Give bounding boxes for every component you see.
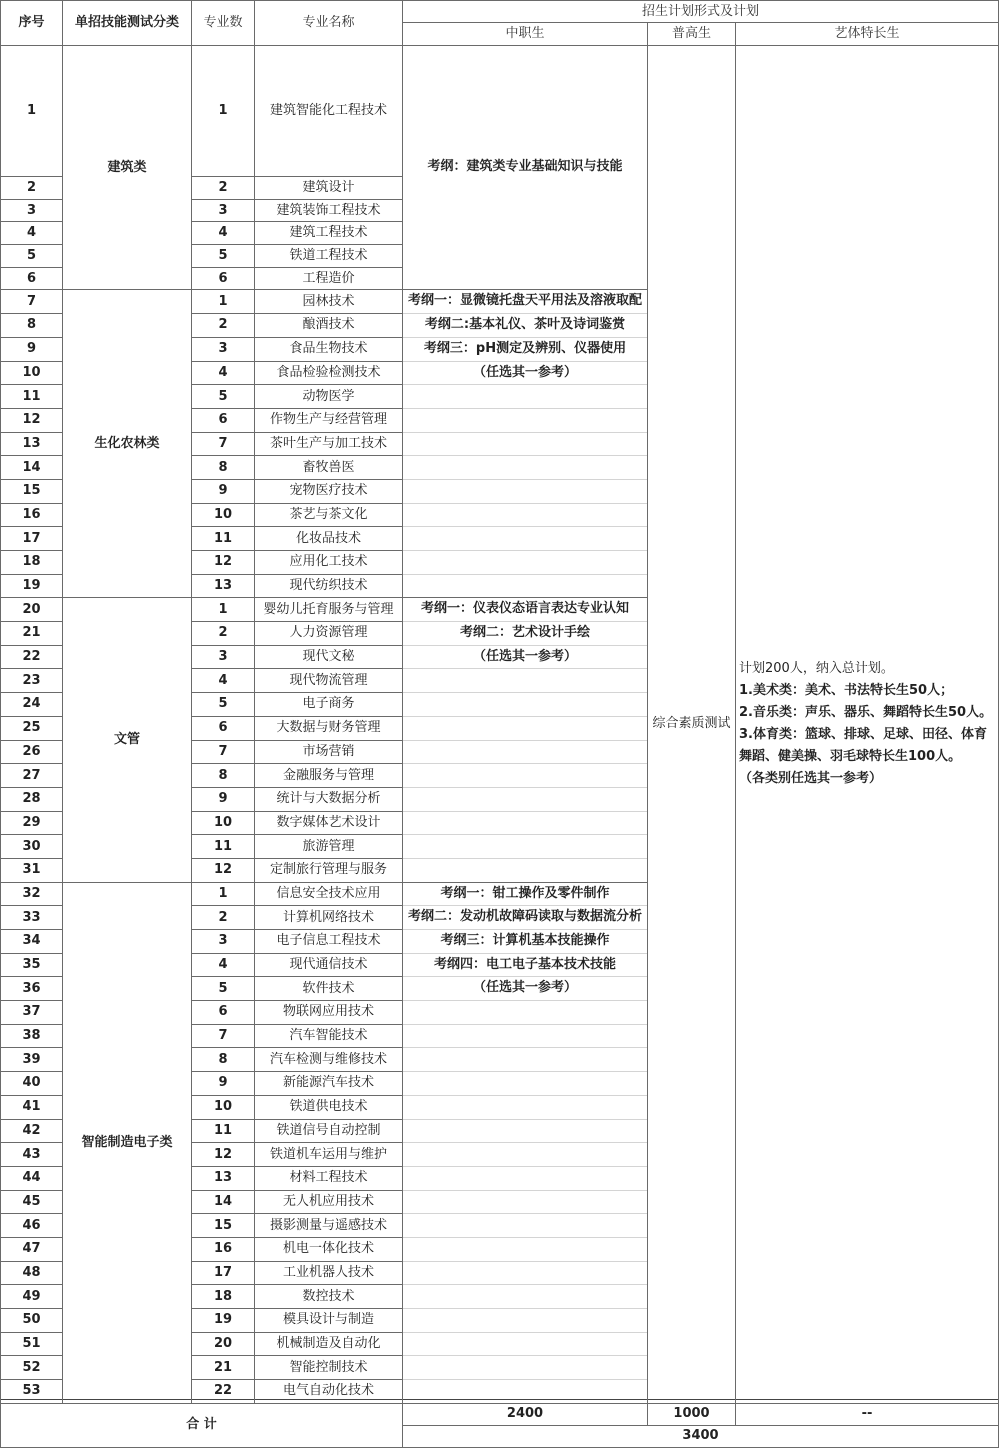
row-major-no: 4 bbox=[192, 669, 255, 693]
row-seq: 33 bbox=[1, 906, 63, 930]
row-major-no: 6 bbox=[192, 1001, 255, 1025]
row-major-name: 酿酒技术 bbox=[255, 314, 403, 338]
yiti-plan-line: 1.美术类：美术、书法特长生50人； bbox=[739, 683, 954, 699]
outline-blank bbox=[403, 480, 647, 504]
row-major-no: 9 bbox=[192, 479, 255, 503]
outline-blank bbox=[403, 1262, 647, 1286]
row-major-no: 1 bbox=[192, 598, 255, 622]
outline-blank bbox=[403, 575, 647, 598]
row-major-no: 1 bbox=[192, 290, 255, 314]
row-major-name: 工程造价 bbox=[255, 267, 403, 290]
exam-outline: 考纲三：pH测定及辨别、仪器使用 bbox=[403, 338, 647, 362]
exam-outline: 考纲二:基本礼仪、茶叶及诗词鉴赏 bbox=[403, 314, 647, 338]
grand-total: 3400 bbox=[403, 1425, 999, 1447]
row-major-name: 摄影测量与遥感技术 bbox=[255, 1214, 403, 1238]
row-major-name: 计算机网络技术 bbox=[255, 906, 403, 930]
row-major-name: 食品检验检测技术 bbox=[255, 361, 403, 385]
exam-outline: （任选其一参考） bbox=[403, 646, 647, 670]
row-major-no: 8 bbox=[192, 764, 255, 788]
row-major-name: 新能源汽车技术 bbox=[255, 1072, 403, 1096]
row-major-no: 6 bbox=[192, 408, 255, 432]
row-major-name: 数字媒体艺术设计 bbox=[255, 811, 403, 835]
row-major-name: 铁道信号自动控制 bbox=[255, 1119, 403, 1143]
row-major-name: 铁道供电技术 bbox=[255, 1095, 403, 1119]
row-seq: 26 bbox=[1, 740, 63, 764]
row-seq: 34 bbox=[1, 930, 63, 954]
yiti-plan-line: 2.音乐类：声乐、器乐、舞蹈特长生50人。 bbox=[739, 705, 993, 721]
outline-blank bbox=[403, 1048, 647, 1072]
row-seq: 49 bbox=[1, 1285, 63, 1309]
totals-zhongzhi: 2400 bbox=[403, 1403, 648, 1425]
row-major-name: 汽车智能技术 bbox=[255, 1024, 403, 1048]
row-seq: 1 bbox=[1, 46, 63, 177]
exam-outline: 考纲：建筑类专业基础知识与技能 bbox=[427, 159, 623, 175]
outline-blank bbox=[403, 1380, 647, 1403]
row-seq: 9 bbox=[1, 337, 63, 361]
row-major-name: 婴幼儿托育服务与管理 bbox=[255, 598, 403, 622]
row-seq: 17 bbox=[1, 527, 63, 551]
row-seq: 50 bbox=[1, 1309, 63, 1333]
row-seq: 37 bbox=[1, 1001, 63, 1025]
row-seq: 42 bbox=[1, 1119, 63, 1143]
outline-blank bbox=[403, 741, 647, 765]
outline-blank bbox=[403, 1025, 647, 1049]
row-seq: 27 bbox=[1, 764, 63, 788]
outline-blank bbox=[403, 1167, 647, 1191]
outline-blank bbox=[403, 1285, 647, 1309]
row-major-no: 3 bbox=[192, 645, 255, 669]
row-major-name: 建筑智能化工程技术 bbox=[255, 46, 403, 177]
row-seq: 13 bbox=[1, 432, 63, 456]
header-seq: 序号 bbox=[1, 1, 63, 46]
row-major-no: 12 bbox=[192, 551, 255, 575]
row-major-no: 3 bbox=[192, 337, 255, 361]
row-major-no: 6 bbox=[192, 267, 255, 290]
category-cell: 生化农林类 bbox=[63, 290, 192, 598]
row-seq: 8 bbox=[1, 314, 63, 338]
outline-blank bbox=[403, 788, 647, 812]
row-major-name: 畜牧兽医 bbox=[255, 456, 403, 480]
row-seq: 38 bbox=[1, 1024, 63, 1048]
row-seq: 32 bbox=[1, 882, 63, 906]
row-major-no: 10 bbox=[192, 1095, 255, 1119]
outline-blank bbox=[403, 1309, 647, 1333]
row-seq: 15 bbox=[1, 479, 63, 503]
row-major-no: 2 bbox=[192, 622, 255, 646]
row-major-no: 13 bbox=[192, 1166, 255, 1190]
row-major-no: 11 bbox=[192, 835, 255, 859]
row-seq: 4 bbox=[1, 222, 63, 245]
row-seq: 16 bbox=[1, 503, 63, 527]
outline-list bbox=[403, 290, 647, 597]
totals-label: 合 计 bbox=[1, 1403, 403, 1447]
row-major-no: 5 bbox=[192, 385, 255, 409]
row-seq: 53 bbox=[1, 1380, 63, 1404]
row-major-name: 统计与大数据分析 bbox=[255, 787, 403, 811]
row-major-no: 4 bbox=[192, 222, 255, 245]
row-major-no: 5 bbox=[192, 693, 255, 717]
row-major-no: 11 bbox=[192, 1119, 255, 1143]
exam-outline: （任选其一参考） bbox=[403, 362, 647, 386]
row-seq: 18 bbox=[1, 551, 63, 575]
outline-blank bbox=[403, 504, 647, 528]
header-zhongzhi: 中职生 bbox=[403, 23, 648, 46]
outline-blank bbox=[403, 1333, 647, 1357]
outline-cell bbox=[403, 598, 648, 882]
row-major-no: 5 bbox=[192, 977, 255, 1001]
row-major-no: 15 bbox=[192, 1214, 255, 1238]
row-major-no: 10 bbox=[192, 811, 255, 835]
totals-yiti: -- bbox=[736, 1403, 999, 1425]
row-major-name: 数控技术 bbox=[255, 1285, 403, 1309]
row-seq: 39 bbox=[1, 1048, 63, 1072]
outline-blank bbox=[403, 693, 647, 717]
row-seq: 22 bbox=[1, 645, 63, 669]
outline-blank bbox=[403, 764, 647, 788]
pugao-test-cell: 综合素质测试 bbox=[648, 46, 736, 1404]
row-major-name: 建筑装饰工程技术 bbox=[255, 199, 403, 222]
row-seq: 51 bbox=[1, 1332, 63, 1356]
row-major-name: 食品生物技术 bbox=[255, 337, 403, 361]
row-major-name: 机电一体化技术 bbox=[255, 1237, 403, 1261]
row-seq: 23 bbox=[1, 669, 63, 693]
row-major-no: 16 bbox=[192, 1237, 255, 1261]
row-major-no: 2 bbox=[192, 906, 255, 930]
row-major-name: 机械制造及自动化 bbox=[255, 1332, 403, 1356]
row-major-no: 2 bbox=[192, 177, 255, 200]
row-major-no: 9 bbox=[192, 1072, 255, 1096]
row-major-no: 18 bbox=[192, 1285, 255, 1309]
row-major-name: 现代物流管理 bbox=[255, 669, 403, 693]
outline-blank bbox=[403, 859, 647, 882]
outline-blank bbox=[403, 1001, 647, 1025]
outline-blank bbox=[403, 1191, 647, 1215]
yiti-plan-line: 计划200人，纳入总计划。 bbox=[739, 661, 894, 677]
row-major-no: 7 bbox=[192, 740, 255, 764]
exam-outline: 考纲四：电工电子基本技术技能 bbox=[403, 954, 647, 978]
exam-outline: 考纲三：计算机基本技能操作 bbox=[403, 930, 647, 954]
row-major-name: 电子信息工程技术 bbox=[255, 930, 403, 954]
row-major-name: 建筑设计 bbox=[255, 177, 403, 200]
row-seq: 28 bbox=[1, 787, 63, 811]
row-seq: 3 bbox=[1, 199, 63, 222]
row-major-name: 电气自动化技术 bbox=[255, 1380, 403, 1404]
outline-blank bbox=[403, 1120, 647, 1144]
outline-blank bbox=[403, 433, 647, 457]
row-major-name: 茶叶生产与加工技术 bbox=[255, 432, 403, 456]
row-major-no: 9 bbox=[192, 787, 255, 811]
row-seq: 47 bbox=[1, 1237, 63, 1261]
row-major-name: 动物医学 bbox=[255, 385, 403, 409]
outline-list bbox=[403, 883, 647, 1403]
row-seq: 12 bbox=[1, 408, 63, 432]
row-seq: 31 bbox=[1, 858, 63, 882]
header-plan-group: 招生计划形式及计划 bbox=[403, 1, 999, 23]
row-seq: 30 bbox=[1, 835, 63, 859]
outline-blank bbox=[403, 669, 647, 693]
row-seq: 29 bbox=[1, 811, 63, 835]
category-cell: 建筑类 bbox=[63, 46, 192, 290]
outline-blank bbox=[403, 1096, 647, 1120]
row-major-name: 现代通信技术 bbox=[255, 953, 403, 977]
outline-blank bbox=[403, 1238, 647, 1262]
row-major-name: 智能控制技术 bbox=[255, 1356, 403, 1380]
row-seq: 6 bbox=[1, 267, 63, 290]
row-major-name: 铁道机车运用与维护 bbox=[255, 1143, 403, 1167]
outline-blank bbox=[403, 1356, 647, 1380]
outline-blank bbox=[403, 835, 647, 859]
outline-blank bbox=[403, 1143, 647, 1167]
row-seq: 40 bbox=[1, 1072, 63, 1096]
row-seq: 20 bbox=[1, 598, 63, 622]
row-major-name: 材料工程技术 bbox=[255, 1166, 403, 1190]
header-yiti: 艺体特长生 bbox=[736, 23, 999, 46]
row-major-name: 化妆品技术 bbox=[255, 527, 403, 551]
category-cell: 文管 bbox=[63, 598, 192, 882]
row-major-name: 作物生产与经营管理 bbox=[255, 408, 403, 432]
header-pugao: 普高生 bbox=[648, 23, 736, 46]
row-major-name: 电子商务 bbox=[255, 693, 403, 717]
outline-blank bbox=[403, 551, 647, 575]
row-major-name: 无人机应用技术 bbox=[255, 1190, 403, 1214]
row-seq: 41 bbox=[1, 1095, 63, 1119]
outline-blank bbox=[403, 409, 647, 433]
row-major-no: 21 bbox=[192, 1356, 255, 1380]
row-seq: 35 bbox=[1, 953, 63, 977]
row-seq: 25 bbox=[1, 716, 63, 740]
row-major-name: 宠物医疗技术 bbox=[255, 479, 403, 503]
row-major-no: 11 bbox=[192, 527, 255, 551]
row-major-no: 6 bbox=[192, 716, 255, 740]
outline-cell bbox=[403, 290, 648, 598]
exam-outline: 考纲一：仪表仪态语言表达专业认知 bbox=[403, 598, 647, 622]
row-major-no: 1 bbox=[192, 882, 255, 906]
row-seq: 21 bbox=[1, 622, 63, 646]
outline-list bbox=[403, 156, 647, 179]
row-major-no: 7 bbox=[192, 1024, 255, 1048]
row-major-name: 市场营销 bbox=[255, 740, 403, 764]
outline-blank bbox=[403, 1072, 647, 1096]
row-major-name: 物联网应用技术 bbox=[255, 1001, 403, 1025]
row-seq: 24 bbox=[1, 693, 63, 717]
row-major-name: 汽车检测与维修技术 bbox=[255, 1048, 403, 1072]
row-major-no: 22 bbox=[192, 1380, 255, 1404]
yiti-plan-line: 3.体育类：篮球、排球、足球、田径、体育舞蹈、健美操、羽毛球特长生100人。 bbox=[739, 727, 987, 765]
row-seq: 2 bbox=[1, 177, 63, 200]
row-major-no: 10 bbox=[192, 503, 255, 527]
row-major-name: 铁道工程技术 bbox=[255, 245, 403, 268]
row-major-name: 旅游管理 bbox=[255, 835, 403, 859]
row-seq: 14 bbox=[1, 456, 63, 480]
header-count: 专业数 bbox=[192, 1, 255, 46]
row-major-no: 4 bbox=[192, 953, 255, 977]
row-major-name: 大数据与财务管理 bbox=[255, 716, 403, 740]
row-major-name: 金融服务与管理 bbox=[255, 764, 403, 788]
outline-blank bbox=[403, 527, 647, 551]
totals-row bbox=[1, 1403, 999, 1425]
outline-list bbox=[403, 598, 647, 881]
row-seq: 7 bbox=[1, 290, 63, 314]
row-major-no: 7 bbox=[192, 432, 255, 456]
row-seq: 46 bbox=[1, 1214, 63, 1238]
header-major-name: 专业名称 bbox=[255, 1, 403, 46]
row-major-no: 8 bbox=[192, 456, 255, 480]
row-seq: 36 bbox=[1, 977, 63, 1001]
outline-cell bbox=[403, 46, 648, 290]
row-major-name: 园林技术 bbox=[255, 290, 403, 314]
exam-outline: 考纲二：发动机故障码读取与数据流分析 bbox=[403, 906, 647, 930]
exam-outline: （任选其一参考） bbox=[403, 977, 647, 1001]
row-major-name: 人力资源管理 bbox=[255, 622, 403, 646]
totals-pugao: 1000 bbox=[648, 1403, 736, 1425]
exam-outline: 考纲二：艺术设计手绘 bbox=[403, 622, 647, 646]
row-major-name: 建筑工程技术 bbox=[255, 222, 403, 245]
row-seq: 45 bbox=[1, 1190, 63, 1214]
category-cell: 智能制造电子类 bbox=[63, 882, 192, 1403]
row-major-name: 现代纺织技术 bbox=[255, 574, 403, 598]
row-major-no: 17 bbox=[192, 1261, 255, 1285]
row-major-name: 工业机器人技术 bbox=[255, 1261, 403, 1285]
row-major-no: 8 bbox=[192, 1048, 255, 1072]
row-seq: 5 bbox=[1, 245, 63, 268]
row-seq: 48 bbox=[1, 1261, 63, 1285]
row-major-no: 14 bbox=[192, 1190, 255, 1214]
row-major-no: 3 bbox=[192, 199, 255, 222]
outline-blank bbox=[403, 717, 647, 741]
row-seq: 11 bbox=[1, 385, 63, 409]
row-seq: 19 bbox=[1, 574, 63, 598]
row-major-name: 现代文秘 bbox=[255, 645, 403, 669]
row-major-no: 13 bbox=[192, 574, 255, 598]
row-seq: 52 bbox=[1, 1356, 63, 1380]
row-major-name: 应用化工技术 bbox=[255, 551, 403, 575]
outline-cell bbox=[403, 882, 648, 1403]
exam-outline: 考纲一：显微镜托盘天平用法及溶液取配 bbox=[403, 290, 647, 314]
yiti-plan-line: （各类别任选其一参考） bbox=[739, 771, 883, 787]
row-major-no: 2 bbox=[192, 314, 255, 338]
header-category: 单招技能测试分类 bbox=[63, 1, 192, 46]
row-major-name: 信息安全技术应用 bbox=[255, 882, 403, 906]
row-major-no: 4 bbox=[192, 361, 255, 385]
row-major-no: 12 bbox=[192, 1143, 255, 1167]
row-seq: 43 bbox=[1, 1143, 63, 1167]
outline-blank bbox=[403, 385, 647, 409]
outline-blank bbox=[403, 1214, 647, 1238]
row-seq: 10 bbox=[1, 361, 63, 385]
row-major-name: 茶艺与茶文化 bbox=[255, 503, 403, 527]
exam-outline: 考纲一：钳工操作及零件制作 bbox=[403, 883, 647, 907]
row-major-name: 定制旅行管理与服务 bbox=[255, 858, 403, 882]
table-row bbox=[1, 46, 999, 177]
row-major-no: 3 bbox=[192, 930, 255, 954]
row-major-no: 12 bbox=[192, 858, 255, 882]
row-major-no: 20 bbox=[192, 1332, 255, 1356]
row-major-no: 5 bbox=[192, 245, 255, 268]
row-major-no: 19 bbox=[192, 1309, 255, 1333]
yiti-plan-cell bbox=[736, 46, 999, 1404]
row-seq: 44 bbox=[1, 1166, 63, 1190]
row-major-name: 模具设计与制造 bbox=[255, 1309, 403, 1333]
outline-blank bbox=[403, 812, 647, 836]
outline-blank bbox=[403, 456, 647, 480]
row-major-name: 软件技术 bbox=[255, 977, 403, 1001]
row-major-no: 1 bbox=[192, 46, 255, 177]
